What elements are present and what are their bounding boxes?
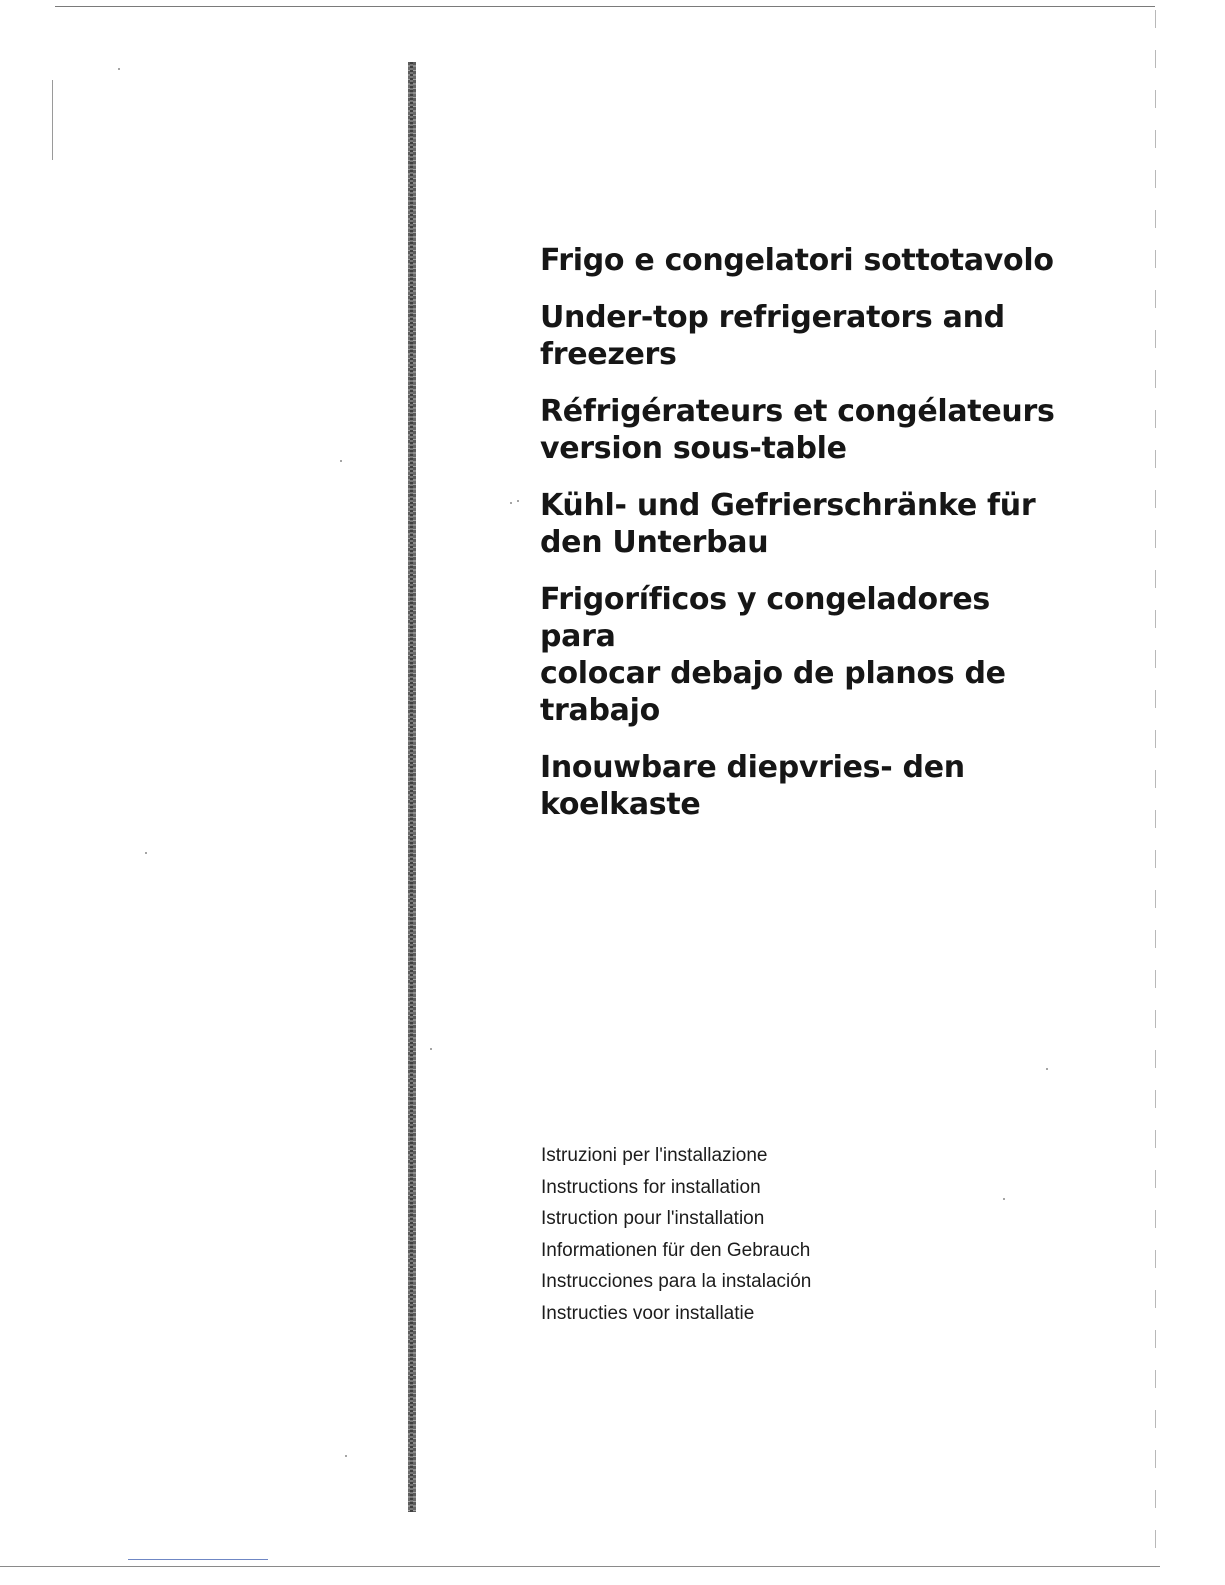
scan-speck <box>1003 1198 1005 1200</box>
title-dutch: Inouwbare diepvries- den koelkaste <box>540 750 965 822</box>
scan-edge-bottom-mark <box>128 1559 268 1560</box>
title-block <box>540 242 1060 843</box>
scan-speck <box>430 1048 432 1050</box>
scan-edge-right <box>1155 10 1156 1560</box>
title-french: Réfrigérateurs et congélateurs version sous-table <box>540 394 1055 466</box>
scan-speck <box>340 460 342 462</box>
binding-spine-shadow <box>410 62 413 1512</box>
instruction-dutch: Instructies voor installatie <box>541 1302 755 1324</box>
instruction-french: Istruction pour l'installation <box>541 1208 765 1229</box>
instruction-spanish: Instrucciones para la instalación <box>541 1271 812 1292</box>
instruction-english: Instructions for installation <box>541 1176 761 1198</box>
scan-speck <box>517 500 519 502</box>
scan-edge-top <box>55 6 1155 7</box>
scan-speck <box>345 1455 347 1457</box>
scan-edge-left <box>52 80 53 160</box>
title-spanish: Frigoríficos y congeladores para colocar debajo de planos de trabajo <box>540 582 1006 728</box>
instructions-list <box>541 1140 941 1329</box>
title-italian: Frigo e congelatori sottotavolo <box>540 243 1054 278</box>
scan-speck <box>510 502 512 504</box>
title-german: Kühl- und Gefrierschränke für den Unterbau <box>540 488 1036 560</box>
scan-speck <box>118 68 120 70</box>
scan-edge-bottom <box>0 1566 1160 1567</box>
scan-speck <box>1046 1068 1048 1070</box>
instruction-german: Informationen für den Gebrauch <box>541 1239 811 1261</box>
title-english: Under-top refrigerators and freezers <box>540 300 1005 372</box>
instruction-italian: Istruzioni per l'installazione <box>541 1145 768 1166</box>
scan-speck <box>145 852 147 854</box>
